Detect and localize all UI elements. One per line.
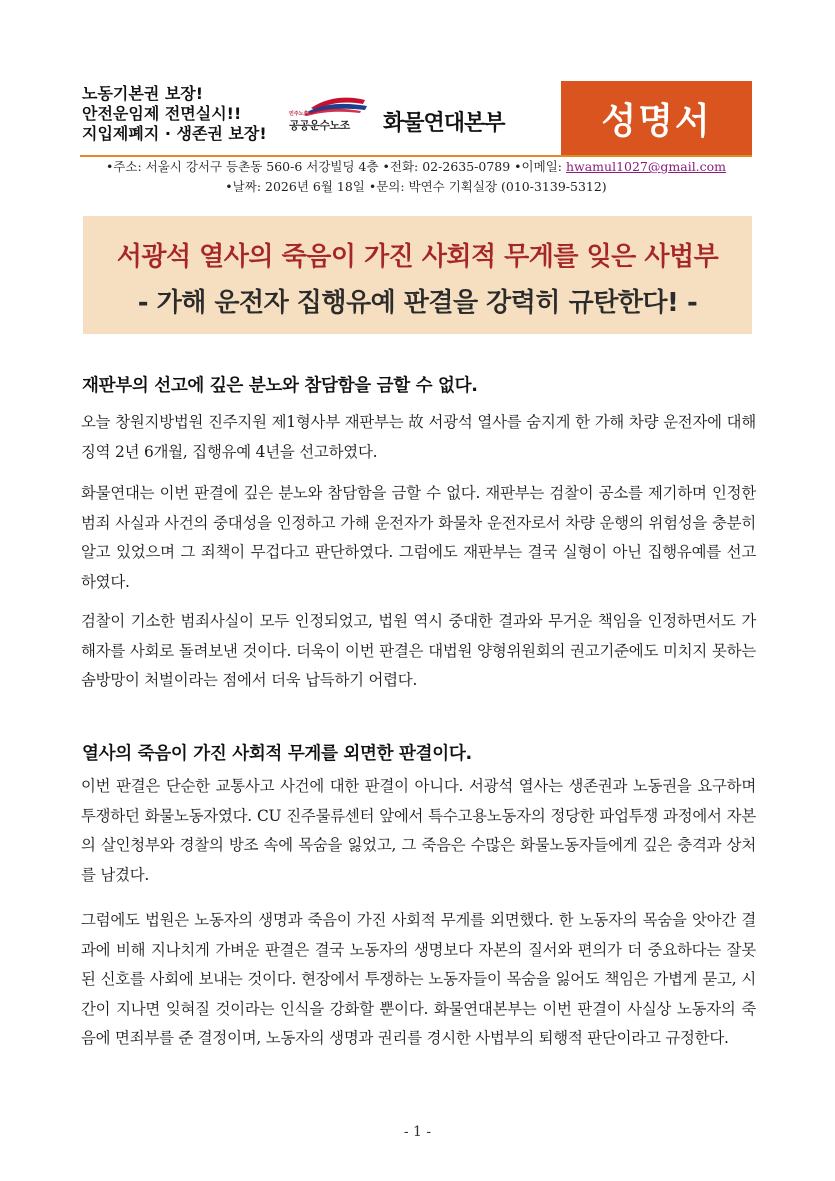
slogan-line: 지입제폐지 · 생존권 보장! (82, 124, 267, 143)
body-paragraph: 이번 판결은 단순한 교통사고 사건에 대한 판결이 아니다. 서광석 열사는 생존권과 노동권을 요구하며 투쟁하던 화물노동자였다. CU 진주물류센터 앞에서 특수고용노동자의 정당한 파업투쟁 과정에서 자본의 살인청부와 경찰의 방조 속에 목숨을 잃었고, 그 죽음은 수많은 화물노동자들에게 깊은 충격과 상처를 남겼다. (81, 777, 756, 884)
section-heading: 열사의 죽음이 가진 사회적 무게를 외면한 판결이다. (82, 744, 472, 764)
logo-hq-name: 화물연대본부 (383, 111, 505, 136)
slogan-block (82, 84, 267, 144)
contact-line-address (80, 159, 752, 175)
logo-union-name: 공공운수노조 (289, 119, 350, 132)
slogan-line: 노동기본권 보장! (82, 84, 204, 103)
page-number: - 1 - (403, 1124, 432, 1140)
body-paragraph: 오늘 창원지방법원 진주지원 제1형사부 재판부는 故 서광석 열사를 숨지게 한 가해 차량 운전자에 대해 징역 2년 6개월, 집행유예 4년을 선고하였다. (81, 413, 756, 461)
body-paragraph: 화물연대는 이번 판결에 깊은 분노와 참담함을 금할 수 없다. 재판부는 검찰이 공소를 제기하며 인정한 범죄 사실과 사건의 중대성을 인정하고 가해 운전자가 화물차 운전자로서 차량 운행의 위험성을 충분히 알고 있었으며 그 죄책이 무겁다고 판단하였다. 그럼에도 재판부는 결국 실형이 아닌 집행유예를 선고하였다. (81, 484, 756, 591)
logo-small-text: 민주노총 (289, 111, 309, 117)
body-paragraph: 그럼에도 법원은 노동자의 생명과 죽음이 가진 사회적 무게를 외면했다. 한 노동자의 목숨을 앗아간 결과에 비해 지나치게 가벼운 판결은 결국 노동자의 생명보다 자본의 질서와 편의가 더 중요하다는 잘못된 신호를 사회에 보내는 것이다. 현장에서 투쟁하는 노동자들이 목숨을 잃어도 책임은 가볍게 묻고, 시간이 지나면 잊혀질 것이라는 인식을 강화할 뿐이다. 화물연대본부는 이번 판결이 사실상 노동자의 죽음에 면죄부를 준 결정이며, 노동자의 생명과 권리를 경시한 사법부의 퇴행적 판단이라고 규정한다. (81, 911, 756, 1047)
sub-title: - 가해 운전자 집행유예 판결을 강력히 규탄한다! - (137, 288, 698, 318)
slogan-line: 안전운임제 전면실시!! (82, 104, 242, 123)
main-title-text: 서광석 열사의 죽음이 가진 사회적 무게를 잊은 사법부 (116, 242, 719, 272)
title-box (83, 216, 752, 334)
contact-address-phone: •주소: 서울시 강서구 등촌동 560-6 서강빌딩 4층 •전화: 02-2635-0789 •이메일: (105, 159, 566, 174)
document-type-badge: 성명서 (561, 81, 752, 155)
contact-line-date: •날짜: 2026년 6월 18일 •문의: 박연수 기획실장 (010-3139-5312) (225, 179, 607, 194)
body-paragraph: 검찰이 기소한 범죄사실이 모두 인정되었고, 법원 역시 중대한 결과와 무거운 책임을 인정하면서도 가해자를 사회로 돌려보낸 것이다. 더욱이 이번 판결은 대법원 양형위원회의 권고기준에도 미치지 못하는 솜방망이 처벌이라는 점에서 더욱 납득하기 어렵다. (81, 612, 756, 689)
main-title (83, 236, 752, 273)
email-link[interactable]: hwamul1027@gmail.com (565, 159, 727, 174)
union-logo (289, 94, 554, 140)
header-divider (80, 155, 752, 157)
section-heading: 재판부의 선고에 깊은 분노와 참담함을 금할 수 없다. (82, 376, 478, 396)
